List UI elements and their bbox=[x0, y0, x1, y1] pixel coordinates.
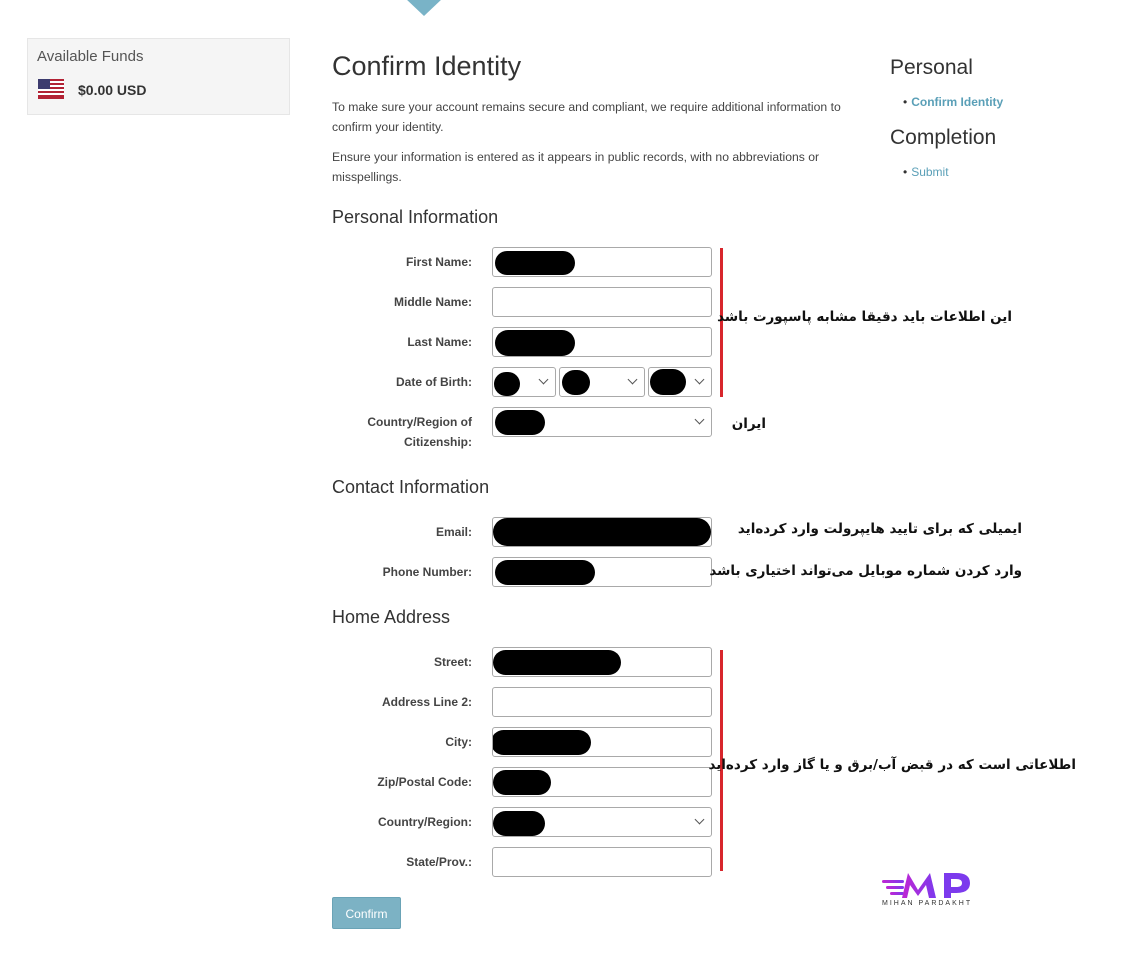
zip-postal-code-label: Zip/Postal Code: bbox=[377, 775, 472, 789]
bullet-icon: • bbox=[903, 165, 908, 179]
address-line-2-input[interactable] bbox=[492, 687, 712, 717]
funds-amount: $0.00 USD bbox=[78, 82, 147, 98]
first-name-input[interactable] bbox=[492, 247, 712, 277]
sidebar-item-label: Submit bbox=[911, 165, 949, 179]
redaction-mark bbox=[493, 770, 551, 795]
street-input[interactable] bbox=[492, 647, 712, 677]
phone-number-label: Phone Number: bbox=[382, 565, 472, 579]
us-flag-icon bbox=[38, 79, 64, 99]
redaction-mark bbox=[493, 811, 545, 836]
sidebar-heading-completion: Completion bbox=[890, 126, 997, 149]
redaction-mark bbox=[493, 518, 711, 546]
sidebar-item-confirm-identity[interactable] bbox=[903, 95, 1003, 109]
country-region-label: Country/Region: bbox=[378, 815, 472, 829]
phone-number-input[interactable] bbox=[492, 557, 712, 587]
annotation-citizenship-note: ایران bbox=[731, 416, 766, 432]
redaction-mark bbox=[650, 369, 686, 395]
redaction-mark bbox=[493, 650, 621, 675]
sidebar-heading-personal: Personal bbox=[890, 56, 973, 79]
logo-text: MIHAN PARDAKHT bbox=[882, 900, 973, 907]
available-funds-card bbox=[27, 38, 290, 115]
date-of-birth-label: Date of Birth: bbox=[396, 375, 472, 389]
confirm-button[interactable]: Confirm bbox=[332, 897, 401, 929]
annotation-passport-note: این اطلاعات باید دقیقا مشابه پاسپورت باشد bbox=[717, 309, 1012, 325]
middle-name-label: Middle Name: bbox=[393, 295, 472, 309]
zip-postal-code-input[interactable] bbox=[492, 767, 712, 797]
redaction-mark bbox=[495, 251, 575, 275]
sidebar-item-label: Confirm Identity bbox=[911, 95, 1004, 109]
citizenship-label-line2: Citizenship: bbox=[404, 435, 472, 449]
email-label: Email: bbox=[435, 525, 472, 539]
city-label: City: bbox=[445, 735, 472, 749]
chevron-down-icon bbox=[695, 415, 705, 425]
citizenship-select[interactable] bbox=[492, 407, 712, 437]
sidebar-item-submit[interactable] bbox=[903, 165, 949, 179]
section-home-address: Home Address bbox=[332, 607, 451, 627]
country-region-select[interactable] bbox=[492, 807, 712, 837]
section-contact-information: Contact Information bbox=[332, 477, 490, 497]
dob-year-select[interactable] bbox=[648, 367, 712, 397]
chevron-down-icon bbox=[539, 375, 549, 385]
state-prov-label: State/Prov.: bbox=[406, 855, 472, 869]
state-prov-input[interactable] bbox=[492, 847, 712, 877]
intro-text-1: To make sure your account remains secure and compliant, we require additional information to confirm your identity. bbox=[332, 100, 841, 134]
redaction-mark bbox=[495, 560, 595, 585]
section-personal-information: Personal Information bbox=[332, 207, 499, 227]
citizenship-label-line1: Country/Region of bbox=[367, 415, 472, 429]
top-pointer-arrow bbox=[405, 0, 443, 16]
funds-title: Available Funds bbox=[37, 48, 144, 65]
chevron-down-icon bbox=[695, 375, 705, 385]
dob-month-select[interactable] bbox=[492, 367, 556, 397]
last-name-label: Last Name: bbox=[407, 335, 472, 349]
redaction-mark bbox=[562, 370, 590, 395]
city-input[interactable] bbox=[492, 727, 712, 757]
annotation-phone-note: وارد کردن شماره موبایل می‌تواند اختیاری باشد bbox=[709, 563, 1022, 579]
email-input[interactable] bbox=[492, 517, 712, 547]
dob-day-select[interactable] bbox=[559, 367, 645, 397]
redaction-mark bbox=[492, 730, 591, 755]
redaction-mark bbox=[495, 330, 575, 356]
middle-name-input[interactable] bbox=[492, 287, 712, 317]
intro-text-2: Ensure your information is entered as it appears in public records, with no abbreviations or misspellings. bbox=[332, 150, 820, 184]
last-name-input[interactable] bbox=[492, 327, 712, 357]
first-name-label: First Name: bbox=[405, 255, 472, 269]
chevron-down-icon bbox=[695, 815, 705, 825]
annotation-email-note: ایمیلی که برای تایید هایپرولت وارد کرده‌اید bbox=[737, 521, 1022, 537]
annotation-address-note: اطلاعاتی است که در قبض آب/برق و یا گاز وارد کرده‌اید bbox=[708, 757, 1076, 773]
redaction-mark bbox=[495, 410, 545, 435]
street-label: Street: bbox=[433, 655, 472, 669]
page-title: Confirm Identity bbox=[332, 51, 522, 81]
bullet-icon: • bbox=[903, 95, 908, 109]
redaction-mark bbox=[494, 372, 520, 396]
address-line-2-label: Address Line 2: bbox=[381, 695, 472, 709]
chevron-down-icon bbox=[628, 375, 638, 385]
